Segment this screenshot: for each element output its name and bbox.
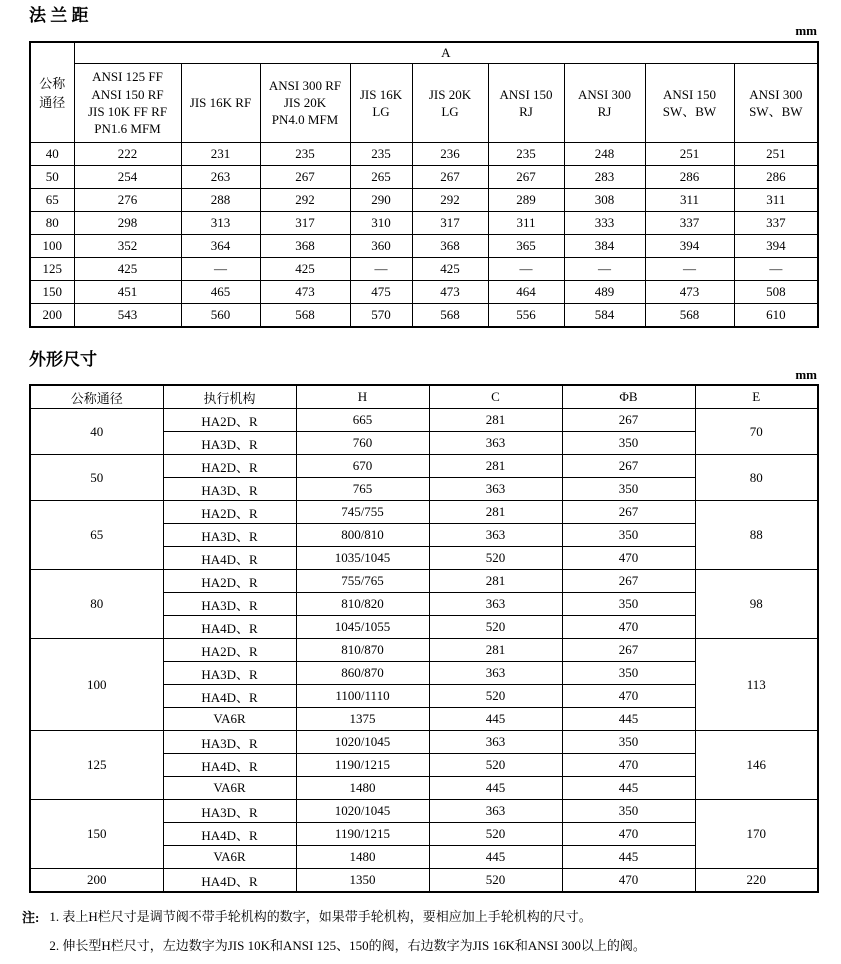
- c-dimension-cell: 520: [429, 616, 562, 639]
- flange-distance-value-cell: 251: [645, 142, 734, 165]
- dimensions-column-header: 执行机构: [163, 385, 296, 409]
- actuator-cell: HA3D、R: [163, 662, 296, 685]
- h-dimension-cell: 1020/1045: [296, 731, 429, 754]
- nominal-diameter-cell: 80: [30, 570, 163, 639]
- nominal-diameter-cell: 50: [30, 165, 74, 188]
- dimensions-table-row: [30, 409, 818, 432]
- flange-distance-value-cell: 265: [350, 165, 412, 188]
- phi-b-dimension-cell: 350: [562, 432, 695, 455]
- actuator-cell: HA3D、R: [163, 524, 296, 547]
- flange-table-row: [30, 142, 818, 165]
- nominal-diameter-cell: 65: [30, 501, 163, 570]
- nominal-diameter-cell: 50: [30, 455, 163, 501]
- phi-b-dimension-cell: 470: [562, 685, 695, 708]
- h-dimension-cell: 800/810: [296, 524, 429, 547]
- flange-distance-value-cell: 508: [734, 280, 818, 303]
- h-dimension-cell: 1480: [296, 846, 429, 869]
- h-dimension-cell: 810/870: [296, 639, 429, 662]
- phi-b-dimension-cell: 470: [562, 616, 695, 639]
- flange-distance-value-cell: 286: [645, 165, 734, 188]
- flange-distance-value-cell: 308: [564, 188, 645, 211]
- e-dimension-cell: 88: [695, 501, 818, 570]
- flange-distance-value-cell: 465: [181, 280, 260, 303]
- flange-distance-value-cell: 360: [350, 234, 412, 257]
- flange-distance-value-cell: —: [181, 257, 260, 280]
- flange-distance-value-cell: 560: [181, 303, 260, 327]
- actuator-cell: VA6R: [163, 708, 296, 731]
- notes-label: 注:: [22, 910, 40, 926]
- e-dimension-cell: 220: [695, 869, 818, 893]
- h-dimension-cell: 760: [296, 432, 429, 455]
- h-dimension-cell: 765: [296, 478, 429, 501]
- h-dimension-cell: 1020/1045: [296, 800, 429, 823]
- flange-distance-value-cell: 313: [181, 211, 260, 234]
- flange-distance-value-cell: 236: [412, 142, 488, 165]
- flange-distance-value-cell: 235: [260, 142, 350, 165]
- dimensions-table-row: [30, 501, 818, 524]
- c-dimension-cell: 520: [429, 547, 562, 570]
- phi-b-dimension-cell: 350: [562, 593, 695, 616]
- c-dimension-cell: 520: [429, 685, 562, 708]
- flange-distance-value-cell: 464: [488, 280, 564, 303]
- phi-b-dimension-cell: 267: [562, 570, 695, 593]
- dimensions-column-header: 公称通径: [30, 385, 163, 409]
- flange-distance-value-cell: 251: [734, 142, 818, 165]
- c-dimension-cell: 363: [429, 432, 562, 455]
- flange-distance-value-cell: 368: [412, 234, 488, 257]
- flange-standard-header: JIS 20K LG: [412, 63, 488, 142]
- flange-distance-value-cell: 311: [645, 188, 734, 211]
- flange-distance-value-cell: 364: [181, 234, 260, 257]
- flange-standard-header: ANSI 150 SW、BW: [645, 63, 734, 142]
- note-items: [49, 907, 646, 964]
- actuator-cell: HA4D、R: [163, 754, 296, 777]
- phi-b-dimension-cell: 470: [562, 754, 695, 777]
- c-dimension-cell: 363: [429, 662, 562, 685]
- flange-distance-value-cell: —: [564, 257, 645, 280]
- actuator-cell: HA2D、R: [163, 501, 296, 524]
- phi-b-dimension-cell: 350: [562, 478, 695, 501]
- flange-table-row: [30, 211, 818, 234]
- dimensions-column-header: C: [429, 385, 562, 409]
- h-dimension-cell: 1190/1215: [296, 754, 429, 777]
- c-dimension-cell: 520: [429, 823, 562, 846]
- flange-distance-value-cell: 473: [260, 280, 350, 303]
- phi-b-dimension-cell: 350: [562, 800, 695, 823]
- phi-b-dimension-cell: 350: [562, 731, 695, 754]
- flange-distance-value-cell: 425: [74, 257, 181, 280]
- h-dimension-cell: 810/820: [296, 593, 429, 616]
- flange-standard-header: ANSI 300 SW、BW: [734, 63, 818, 142]
- h-dimension-cell: 755/765: [296, 570, 429, 593]
- c-dimension-cell: 281: [429, 501, 562, 524]
- flange-distance-value-cell: 283: [564, 165, 645, 188]
- actuator-cell: HA3D、R: [163, 800, 296, 823]
- actuator-cell: HA3D、R: [163, 593, 296, 616]
- c-dimension-cell: 281: [429, 409, 562, 432]
- actuator-cell: HA2D、R: [163, 639, 296, 662]
- flange-distance-value-cell: 286: [734, 165, 818, 188]
- phi-b-dimension-cell: 267: [562, 501, 695, 524]
- c-dimension-cell: 281: [429, 639, 562, 662]
- h-dimension-cell: 665: [296, 409, 429, 432]
- actuator-cell: HA3D、R: [163, 478, 296, 501]
- flange-distance-value-cell: 254: [74, 165, 181, 188]
- flange-distance-value-cell: —: [350, 257, 412, 280]
- h-dimension-cell: 1375: [296, 708, 429, 731]
- e-dimension-cell: 146: [695, 731, 818, 800]
- flange-standard-header: ANSI 300 RF JIS 20K PN4.0 MFM: [260, 63, 350, 142]
- nominal-diameter-cell: 65: [30, 188, 74, 211]
- c-dimension-cell: 445: [429, 777, 562, 800]
- dn-corner-header: 公称 通径: [30, 42, 74, 143]
- e-dimension-cell: 113: [695, 639, 818, 731]
- h-dimension-cell: 1350: [296, 869, 429, 893]
- flange-distance-value-cell: —: [488, 257, 564, 280]
- dimensions-table-row: [30, 455, 818, 478]
- phi-b-dimension-cell: 350: [562, 524, 695, 547]
- flange-distance-value-cell: 568: [260, 303, 350, 327]
- actuator-cell: HA3D、R: [163, 432, 296, 455]
- e-dimension-cell: 98: [695, 570, 818, 639]
- actuator-cell: HA4D、R: [163, 869, 296, 893]
- footnotes: [22, 907, 817, 964]
- h-dimension-cell: 745/755: [296, 501, 429, 524]
- flange-distance-value-cell: —: [734, 257, 818, 280]
- c-dimension-cell: 520: [429, 754, 562, 777]
- actuator-cell: HA2D、R: [163, 455, 296, 478]
- h-dimension-cell: 1480: [296, 777, 429, 800]
- c-dimension-cell: 445: [429, 846, 562, 869]
- flange-table-row: [30, 165, 818, 188]
- c-dimension-cell: 281: [429, 455, 562, 478]
- flange-distance-value-cell: 570: [350, 303, 412, 327]
- flange-distance-value-cell: 248: [564, 142, 645, 165]
- nominal-diameter-cell: 125: [30, 731, 163, 800]
- actuator-cell: VA6R: [163, 777, 296, 800]
- h-dimension-cell: 1045/1055: [296, 616, 429, 639]
- c-dimension-cell: 445: [429, 708, 562, 731]
- note-item: 1. 表上H栏尺寸是调节阀不带手轮机构的数字，如果带手轮机构，要相应加上手轮机构的尺寸。: [49, 909, 592, 925]
- flange-distance-value-cell: 543: [74, 303, 181, 327]
- dimensions-column-header: H: [296, 385, 429, 409]
- dimensions-table-row: [30, 570, 818, 593]
- c-dimension-cell: 363: [429, 731, 562, 754]
- outline-dimensions-table: [29, 384, 819, 893]
- actuator-cell: HA4D、R: [163, 685, 296, 708]
- flange-table-row: [30, 280, 818, 303]
- phi-b-dimension-cell: 350: [562, 662, 695, 685]
- h-dimension-cell: 1190/1215: [296, 823, 429, 846]
- h-dimension-cell: 1100/1110: [296, 685, 429, 708]
- c-dimension-cell: 281: [429, 570, 562, 593]
- flange-distance-title: 法 兰 距: [29, 6, 89, 25]
- nominal-diameter-cell: 40: [30, 142, 74, 165]
- actuator-cell: HA4D、R: [163, 823, 296, 846]
- flange-distance-value-cell: 290: [350, 188, 412, 211]
- flange-distance-value-cell: 337: [734, 211, 818, 234]
- flange-distance-value-cell: —: [645, 257, 734, 280]
- actuator-cell: HA2D、R: [163, 570, 296, 593]
- phi-b-dimension-cell: 445: [562, 777, 695, 800]
- flange-table-row: [30, 303, 818, 327]
- flange-standard-header: ANSI 125 FF ANSI 150 RF JIS 10K FF RF PN1.6 MFM: [74, 63, 181, 142]
- flange-distance-value-cell: 394: [734, 234, 818, 257]
- dimensions-table-unit-label: mm: [795, 367, 817, 383]
- flange-distance-value-cell: 311: [488, 211, 564, 234]
- flange-distance-value-cell: 317: [412, 211, 488, 234]
- note-item: 2. 伸长型H栏尺寸，左边数字为JIS 10K和ANSI 125、150的阀，右边数字为JIS 16K和ANSI 300以上的阀。: [49, 937, 646, 953]
- phi-b-dimension-cell: 470: [562, 823, 695, 846]
- a-span-header: A: [74, 42, 818, 64]
- flange-distance-value-cell: 425: [412, 257, 488, 280]
- flange-distance-value-cell: 289: [488, 188, 564, 211]
- phi-b-dimension-cell: 445: [562, 846, 695, 869]
- dimensions-column-header: E: [695, 385, 818, 409]
- flange-distance-value-cell: 475: [350, 280, 412, 303]
- flange-distance-value-cell: 263: [181, 165, 260, 188]
- flange-distance-value-cell: 310: [350, 211, 412, 234]
- h-dimension-cell: 1035/1045: [296, 547, 429, 570]
- flange-distance-value-cell: 288: [181, 188, 260, 211]
- c-dimension-cell: 363: [429, 524, 562, 547]
- phi-b-dimension-cell: 470: [562, 869, 695, 893]
- dimensions-table-row: [30, 800, 818, 823]
- flange-distance-value-cell: 235: [350, 142, 412, 165]
- flange-distance-value-cell: 337: [645, 211, 734, 234]
- nominal-diameter-cell: 40: [30, 409, 163, 455]
- e-dimension-cell: 170: [695, 800, 818, 869]
- flange-distance-value-cell: 352: [74, 234, 181, 257]
- flange-standard-header: JIS 16K RF: [181, 63, 260, 142]
- h-dimension-cell: 860/870: [296, 662, 429, 685]
- flange-distance-value-cell: 394: [645, 234, 734, 257]
- actuator-cell: VA6R: [163, 846, 296, 869]
- nominal-diameter-cell: 125: [30, 257, 74, 280]
- dimensions-table-row: [30, 639, 818, 662]
- flange-distance-value-cell: 317: [260, 211, 350, 234]
- flange-distance-value-cell: 368: [260, 234, 350, 257]
- actuator-cell: HA4D、R: [163, 547, 296, 570]
- flange-distance-value-cell: 276: [74, 188, 181, 211]
- h-dimension-cell: 670: [296, 455, 429, 478]
- actuator-cell: HA2D、R: [163, 409, 296, 432]
- flange-distance-value-cell: 556: [488, 303, 564, 327]
- flange-distance-value-cell: 610: [734, 303, 818, 327]
- e-dimension-cell: 70: [695, 409, 818, 455]
- phi-b-dimension-cell: 470: [562, 547, 695, 570]
- nominal-diameter-cell: 100: [30, 234, 74, 257]
- flange-distance-table: [29, 41, 819, 328]
- flange-standard-header: ANSI 300 RJ: [564, 63, 645, 142]
- flange-table-row: [30, 234, 818, 257]
- flange-distance-value-cell: 235: [488, 142, 564, 165]
- flange-table-row: [30, 257, 818, 280]
- flange-distance-value-cell: 384: [564, 234, 645, 257]
- flange-distance-value-cell: 267: [488, 165, 564, 188]
- c-dimension-cell: 363: [429, 800, 562, 823]
- flange-standard-header: ANSI 150 RJ: [488, 63, 564, 142]
- e-dimension-cell: 80: [695, 455, 818, 501]
- phi-b-dimension-cell: 267: [562, 455, 695, 478]
- outline-dimensions-title: 外形尺寸: [29, 349, 97, 369]
- flange-distance-value-cell: 231: [181, 142, 260, 165]
- c-dimension-cell: 363: [429, 593, 562, 616]
- nominal-diameter-cell: 100: [30, 639, 163, 731]
- flange-distance-value-cell: 584: [564, 303, 645, 327]
- c-dimension-cell: 363: [429, 478, 562, 501]
- actuator-cell: HA3D、R: [163, 731, 296, 754]
- flange-distance-value-cell: 222: [74, 142, 181, 165]
- dimensions-column-header: ΦB: [562, 385, 695, 409]
- flange-distance-value-cell: 473: [645, 280, 734, 303]
- flange-distance-value-cell: 292: [412, 188, 488, 211]
- flange-distance-value-cell: 425: [260, 257, 350, 280]
- flange-distance-value-cell: 473: [412, 280, 488, 303]
- flange-distance-value-cell: 311: [734, 188, 818, 211]
- nominal-diameter-cell: 150: [30, 800, 163, 869]
- flange-distance-value-cell: 365: [488, 234, 564, 257]
- flange-distance-value-cell: 267: [412, 165, 488, 188]
- flange-distance-value-cell: 568: [645, 303, 734, 327]
- flange-distance-value-cell: 292: [260, 188, 350, 211]
- flange-distance-value-cell: 451: [74, 280, 181, 303]
- flange-standard-header: JIS 16K LG: [350, 63, 412, 142]
- phi-b-dimension-cell: 267: [562, 409, 695, 432]
- actuator-cell: HA4D、R: [163, 616, 296, 639]
- phi-b-dimension-cell: 445: [562, 708, 695, 731]
- phi-b-dimension-cell: 267: [562, 639, 695, 662]
- flange-distance-value-cell: 568: [412, 303, 488, 327]
- flange-table-unit-label: mm: [795, 23, 817, 39]
- nominal-diameter-cell: 200: [30, 303, 74, 327]
- flange-table-row: [30, 188, 818, 211]
- flange-distance-value-cell: 298: [74, 211, 181, 234]
- nominal-diameter-cell: 150: [30, 280, 74, 303]
- nominal-diameter-cell: 80: [30, 211, 74, 234]
- flange-distance-value-cell: 333: [564, 211, 645, 234]
- c-dimension-cell: 520: [429, 869, 562, 893]
- dimensions-table-row: [30, 869, 818, 893]
- nominal-diameter-cell: 200: [30, 869, 163, 893]
- flange-distance-value-cell: 489: [564, 280, 645, 303]
- flange-distance-value-cell: 267: [260, 165, 350, 188]
- dimensions-table-row: [30, 731, 818, 754]
